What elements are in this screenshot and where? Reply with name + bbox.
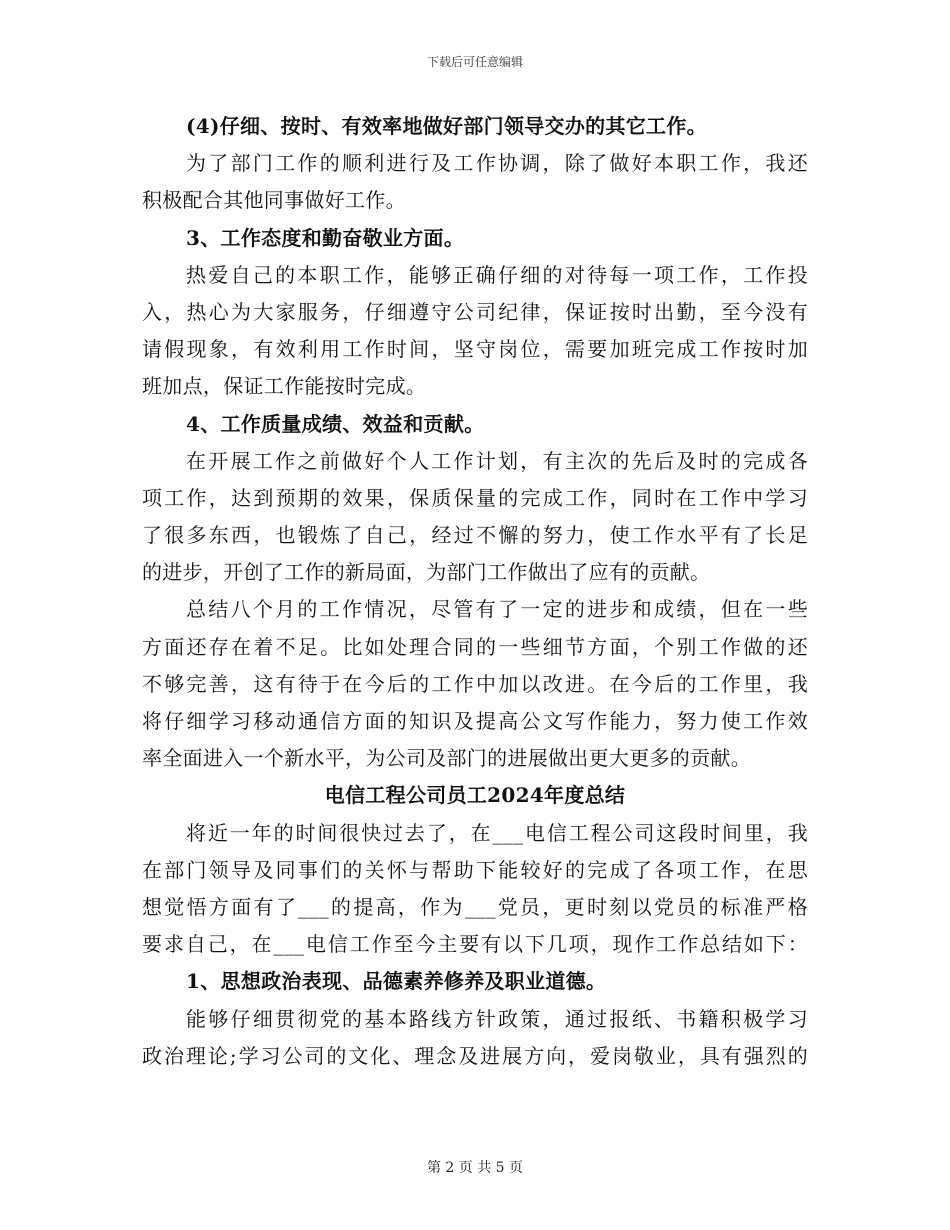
paragraph-line: 能够仔细贯彻党的基本路线方针政策，通过报纸、书籍积极学习 (186, 1006, 808, 1031)
paragraph-line: 项工作，达到预期的效果，保质保量的完成工作，同时在工作中学习 (142, 485, 808, 510)
paragraph-line: 班加点，保证工作能按时完成。 (142, 374, 427, 399)
paragraph-line: 想觉悟方面有了___的提高，作为___党员，更时刻以党员的标准严格 (142, 894, 808, 919)
section-heading: 1、思想政治表现、品德素养修养及职业道德。 (186, 969, 607, 994)
paragraph-line: 不够完善，这有待于在今后的工作中加以改进。在今后的工作里，我 (142, 671, 808, 696)
paragraph-line: 政治理论;学习公司的文化、理念及进展方向，爱岗敬业，具有强烈的 (142, 1043, 808, 1068)
paragraph-line: 总结八个月的工作情况，尽管有了一定的进步和成绩，但在一些 (186, 597, 808, 622)
paragraph-line: 请假现象，有效利用工作时间，坚守岗位，需要加班完成工作按时加 (142, 337, 808, 362)
paragraph-line: 在开展工作之前做好个人工作计划，有主次的先后及时的完成各 (186, 448, 808, 473)
paragraph-line: 为了部门工作的顺利进行及工作协调，除了做好本职工作，我还 (186, 151, 808, 176)
document-title: 电信工程公司员工2024年度总结 (324, 783, 626, 808)
paragraph-line: 了很多东西，也锻炼了自己，经过不懈的努力，使工作水平有了长足 (142, 523, 808, 548)
paragraph-line: 要求自己，在___电信工作至今主要有以下几项，现作工作总结如下： (142, 932, 808, 957)
page-number: 第 2 页 共 5 页 (426, 1160, 524, 1176)
section-heading: 4、工作质量成绩、效益和贡献。 (186, 411, 485, 436)
paragraph-line: 将近一年的时间很快过去了，在___电信工程公司这段时间里，我 (186, 820, 808, 845)
paragraph-line: 的进步，开创了工作的新局面，为部门工作做出了应有的贡献。 (142, 560, 711, 585)
page-header: 下载后可任意编辑 (426, 55, 523, 69)
paragraph-line: 率全面进入一个新水平，为公司及部门的进展做出更大更多的贡献。 (142, 746, 751, 771)
item-heading: (4)仔细、按时、有效率地做好部门领导交办的其它工作。 (186, 114, 707, 138)
paragraph-line: 热爱自己的本职工作，能够正确仔细的对待每一项工作，工作投 (186, 262, 808, 287)
paragraph-line: 在部门领导及同事们的关怀与帮助下能较好的完成了各项工作，在思 (142, 857, 808, 882)
paragraph-line: 将仔细学习移动通信方面的知识及提高公文写作能力，努力使工作效 (142, 709, 808, 733)
section-heading: 3、工作态度和勤奋敬业方面。 (186, 225, 465, 250)
paragraph-line: 积极配合其他同事做好工作。 (142, 188, 406, 213)
paragraph-line: 方面还存在着不足。比如处理合同的一些细节方面，个别工作做的还 (142, 634, 808, 659)
document-body (142, 108, 808, 1075)
paragraph-line: 入，热心为大家服务，仔细遵守公司纪律，保证按时出勤，至今没有 (142, 299, 808, 324)
